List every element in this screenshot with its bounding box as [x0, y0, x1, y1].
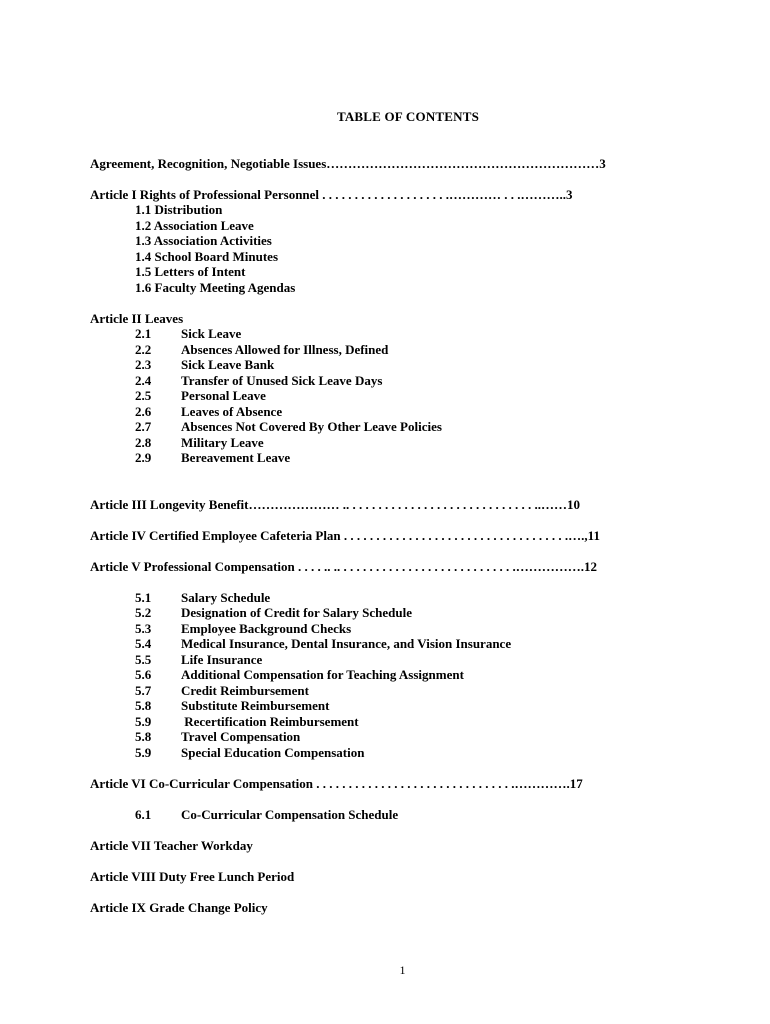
toc-subitem-number: 2.2	[135, 342, 152, 357]
toc-subitem-label: Sick Leave Bank	[181, 357, 275, 372]
toc-subitem-label: Employee Background Checks	[181, 621, 352, 636]
toc-subitem-label: Transfer of Unused Sick Leave Days	[181, 373, 383, 388]
toc-subitem-label: Additional Compensation for Teaching Assignment	[181, 667, 464, 682]
toc-subitem: 1.5 Letters of Intent	[135, 264, 246, 279]
toc-subitem-label: Life Insurance	[181, 652, 263, 667]
toc-subitem-label: Substitute Reimbursement	[181, 698, 330, 713]
toc-subitem-label: Personal Leave	[181, 388, 266, 403]
toc-subitem-number: 2.5	[135, 388, 152, 403]
toc-subitem-number: 2.7	[135, 419, 152, 434]
toc-subitem-number: 5.3	[135, 621, 152, 636]
toc-subitem-number: 2.1	[135, 326, 152, 341]
toc-subitem-label: Absences Not Covered By Other Leave Policies	[181, 419, 442, 434]
toc-entry-article-8: Article VIII Duty Free Lunch Period	[90, 869, 295, 884]
toc-subitem-label: Medical Insurance, Dental Insurance, and Vision Insurance	[181, 636, 512, 651]
page-title: TABLE OF CONTENTS	[336, 109, 480, 124]
toc-subitem-number: 5.9	[135, 745, 152, 760]
toc-subitem-label: Recertification Reimbursement	[181, 714, 359, 729]
toc-subitem-number: 2.4	[135, 373, 152, 388]
toc-subitem-label: Sick Leave	[181, 326, 242, 341]
page-number: 1	[399, 963, 406, 977]
toc-subitem-number: 5.9	[135, 714, 152, 729]
toc-subitem: 1.2 Association Leave	[135, 218, 254, 233]
toc-entry-agreement: Agreement, Recognition, Negotiable Issues………………………………………………………3	[90, 156, 606, 171]
toc-subitem: 1.4 School Board Minutes	[135, 249, 279, 264]
toc-subitem-label: Leaves of Absence	[181, 404, 283, 419]
toc-entry-article-7: Article VII Teacher Workday	[90, 838, 253, 853]
toc-entry-article-6: Article VI Co-Curricular Compensation . . . . . . . . . . . . . . . . . . . . . . . . . . . . . . .………….17	[90, 776, 583, 791]
toc-subitem-number: 2.6	[135, 404, 152, 419]
toc-subitem-number: 5.4	[135, 636, 152, 651]
toc-subitem: 1.6 Faculty Meeting Agendas	[135, 280, 296, 295]
toc-subitem-number: 2.9	[135, 450, 152, 465]
toc-subitem-number: 5.8	[135, 698, 152, 713]
toc-entry-article-1: Article I Rights of Professional Personnel . . . . . . . . . . . . . . . . . . . .………… . . .………..3	[90, 187, 573, 202]
toc-subitem-number: 2.8	[135, 435, 152, 450]
toc-subitem-label: Designation of Credit for Salary Schedule	[181, 605, 412, 620]
toc-entry-article-5: Article V Professional Compensation . . . . .. .. . . . . . . . . . . . . . . . . . . . . . . . . . . .…………….12	[90, 559, 597, 574]
toc-subitem: 1.3 Association Activities	[135, 233, 272, 248]
toc-subitem-number: 5.5	[135, 652, 152, 667]
toc-subitem-label: Travel Compensation	[181, 729, 301, 744]
toc-subitem-label: Co-Curricular Compensation Schedule	[181, 807, 399, 822]
toc-subitem-label: Absences Allowed for Illness, Defined	[181, 342, 389, 357]
toc-subitem: 1.1 Distribution	[135, 202, 223, 217]
toc-entry-article-9: Article IX Grade Change Policy	[90, 900, 268, 915]
toc-subitem-number: 6.1	[135, 807, 152, 822]
toc-subitem-number: 2.3	[135, 357, 152, 372]
toc-entry-article-2: Article II Leaves	[90, 311, 184, 326]
toc-entry-article-3: Article III Longevity Benefit………………… .. . . . . . . . . . . . . . . . . . . . . . . . . . . . . ..……10	[90, 497, 581, 512]
toc-subitem-number: 5.8	[135, 729, 152, 744]
toc-subitem-label: Salary Schedule	[181, 590, 271, 605]
toc-subitem-number: 5.7	[135, 683, 152, 698]
toc-subitem-label: Military Leave	[181, 435, 264, 450]
toc-entry-article-4: Article IV Certified Employee Cafeteria Plan . . . . . . . . . . . . . . . . . . . . . . . . . . . . . . . . . . .….,11	[90, 528, 600, 543]
toc-subitem-label: Bereavement Leave	[181, 450, 291, 465]
toc-subitem-number: 5.6	[135, 667, 152, 682]
toc-subitem-number: 5.2	[135, 605, 152, 620]
toc-subitem-label: Special Education Compensation	[181, 745, 365, 760]
toc-subitem-label: Credit Reimbursement	[181, 683, 309, 698]
toc-subitem-number: 5.1	[135, 590, 152, 605]
